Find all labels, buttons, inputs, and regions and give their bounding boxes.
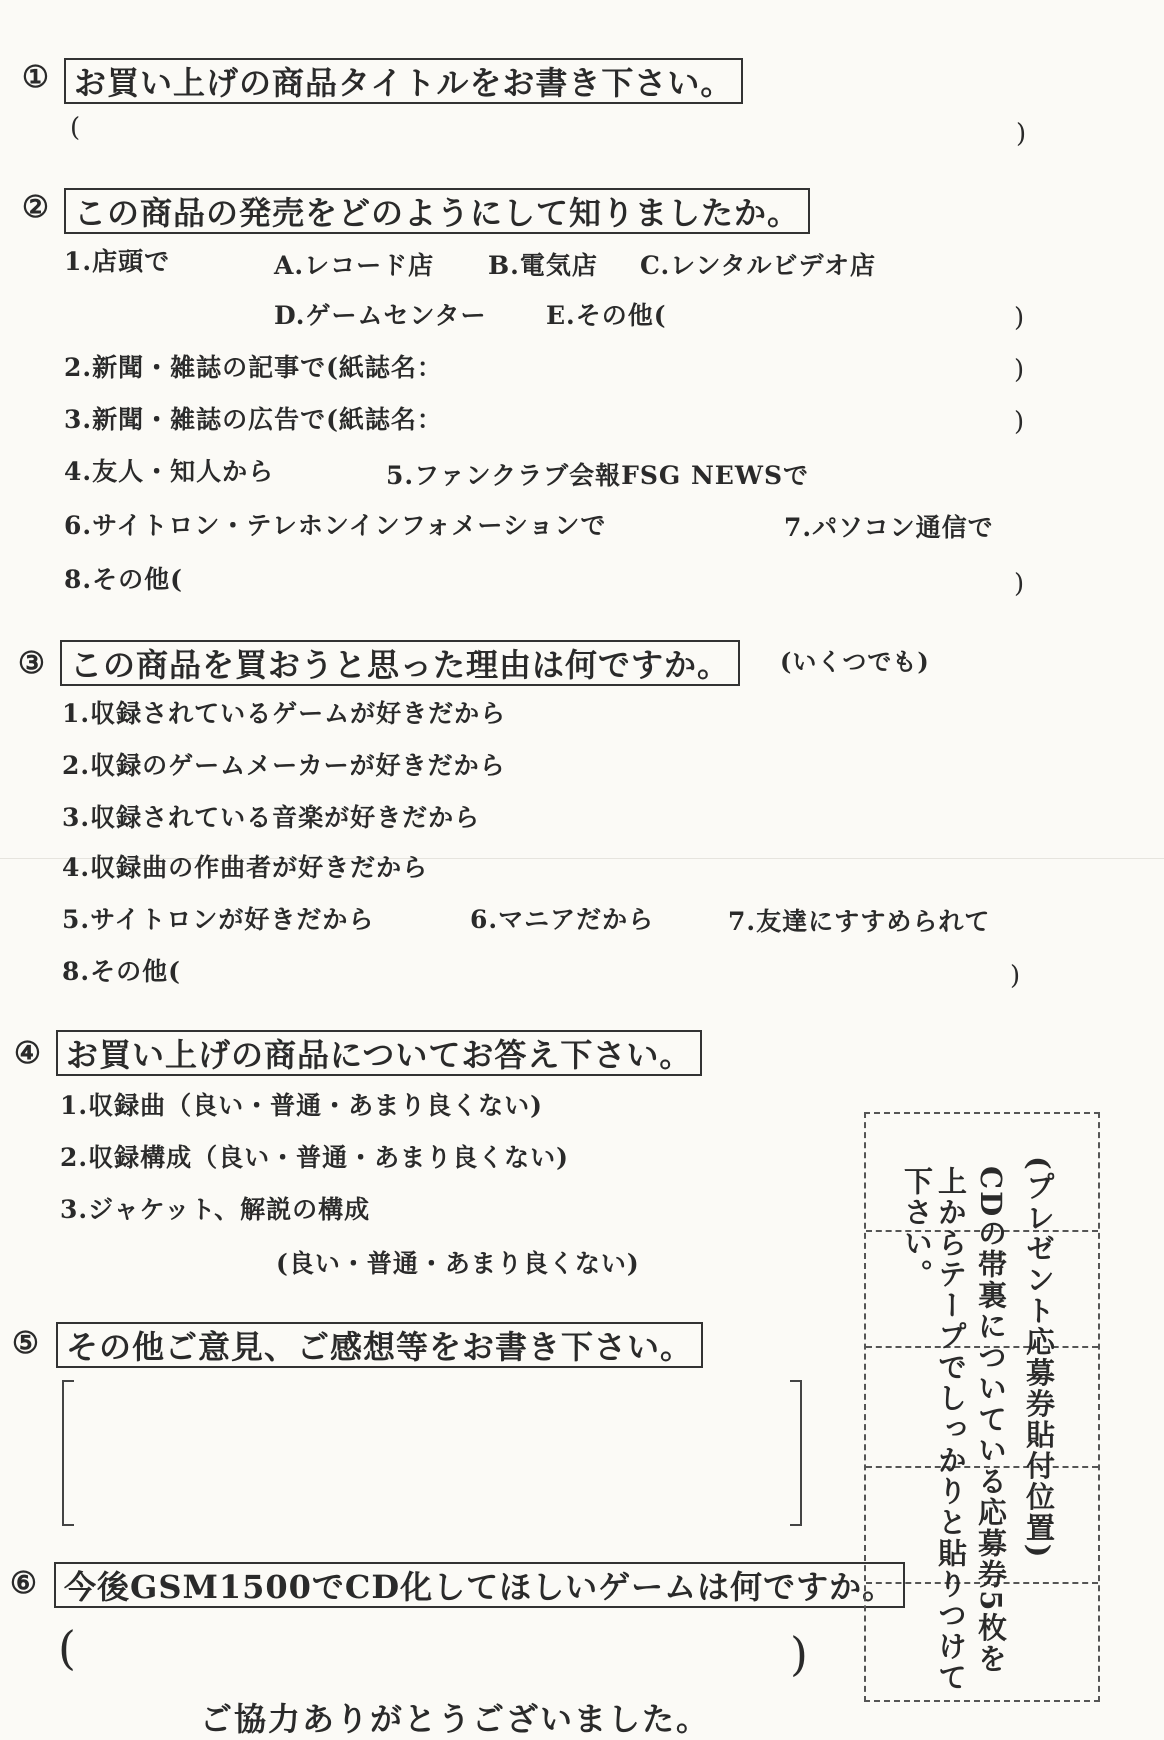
q2-option-6: 6.サイトロン・テレホンインフォメーションで — [64, 511, 607, 540]
q4-option-3-choices: (良い・普通・あまり良くない) — [276, 1249, 640, 1278]
q4-number: ④ — [14, 1036, 41, 1071]
q1-number: ① — [22, 60, 49, 95]
q3-option-4: 4.収録曲の作曲者が好きだから — [62, 853, 429, 882]
q2-option-1e-close-paren: ) — [1014, 303, 1025, 333]
q4-option-1: 1.収録曲（良い・普通・あまり良くない) — [60, 1091, 543, 1120]
q3-number: ③ — [18, 646, 45, 681]
q2-option-1e: E.その他( — [546, 301, 667, 330]
thank-you-message: ご協力ありがとうございました。 — [200, 1700, 711, 1738]
q2-option-8: 8.その他( — [64, 565, 183, 594]
q6-title: 今後GSM1500でCD化してほしいゲームは何ですか。 — [54, 1562, 905, 1608]
q3-option-8: 8.その他( — [62, 957, 181, 986]
q2-option-7: 7.パソコン通信で — [784, 513, 994, 542]
q2-option-1b: B.電気店 — [488, 251, 598, 280]
coupon-paste-area — [864, 1112, 1100, 1702]
q3-option-7: 7.友達にすすめられて — [728, 907, 991, 936]
q2-option-1: 1.店頭で — [64, 247, 171, 276]
q3-option-3: 3.収録されている音楽が好きだから — [62, 803, 481, 832]
q2-option-3-close-paren: ) — [1014, 407, 1025, 437]
q3-title: この商品を買おうと思った理由は何ですか。 — [60, 640, 740, 686]
q1-open-paren: ( — [70, 113, 81, 143]
q3-option-2: 2.収録のゲームメーカーが好きだから — [62, 751, 506, 780]
q2-option-8-close-paren: ) — [1014, 569, 1025, 599]
q3-option-1: 1.収録されているゲームが好きだから — [62, 699, 507, 728]
q3-option-6: 6.マニアだから — [470, 905, 655, 934]
q2-number: ② — [22, 190, 49, 225]
coupon-instruction-2: 上からテープでしっかりと貼りつけて下さい。 — [900, 1166, 968, 1693]
q5-right-bracket — [790, 1380, 802, 1526]
q6-open-paren: ( — [58, 1621, 76, 1675]
q5-number: ⑤ — [12, 1326, 39, 1361]
q4-option-2: 2.収録構成（良い・普通・あまり良くない) — [60, 1143, 569, 1172]
q3-note: (いくつでも) — [780, 647, 930, 676]
q5-title: その他ご意見、ご感想等をお書き下さい。 — [56, 1322, 703, 1368]
q2-option-1a: A.レコード店 — [274, 251, 435, 280]
q5-left-bracket — [62, 1380, 74, 1526]
q4-option-3: 3.ジャケット、解説の構成 — [60, 1195, 371, 1224]
q2-option-3: 3.新聞・雑誌の広告で(紙誌名： — [64, 405, 443, 434]
q3-option-5: 5.サイトロンが好きだから — [62, 905, 375, 934]
coupon-instruction-1: CDの帯裏についている応募券5枚を — [974, 1166, 1008, 1675]
q2-option-2-close-paren: ) — [1014, 355, 1025, 385]
q6-number: ⑥ — [10, 1566, 37, 1601]
q2-option-5: 5.ファンクラブ会報FSG NEWSで — [386, 461, 809, 490]
q2-option-1c: C.レンタルビデオ店 — [640, 251, 877, 280]
q2-title: この商品の発売をどのようにして知りましたか。 — [64, 188, 810, 234]
q4-title: お買い上げの商品についてお答え下さい。 — [56, 1030, 702, 1076]
coupon-title: (プレゼント応募券貼付位置) — [1022, 1156, 1056, 1560]
q2-option-2: 2.新聞・雑誌の記事で(紙誌名： — [64, 353, 443, 382]
q2-option-4: 4.友人・知人から — [64, 457, 275, 486]
q1-close-paren: ) — [1016, 119, 1027, 149]
q2-option-1d: D.ゲームセンター — [274, 301, 487, 330]
q1-title: お買い上げの商品タイトルをお書き下さい。 — [64, 58, 743, 104]
q6-close-paren: ) — [790, 1627, 808, 1681]
q3-option-8-close-paren: ) — [1010, 961, 1021, 991]
